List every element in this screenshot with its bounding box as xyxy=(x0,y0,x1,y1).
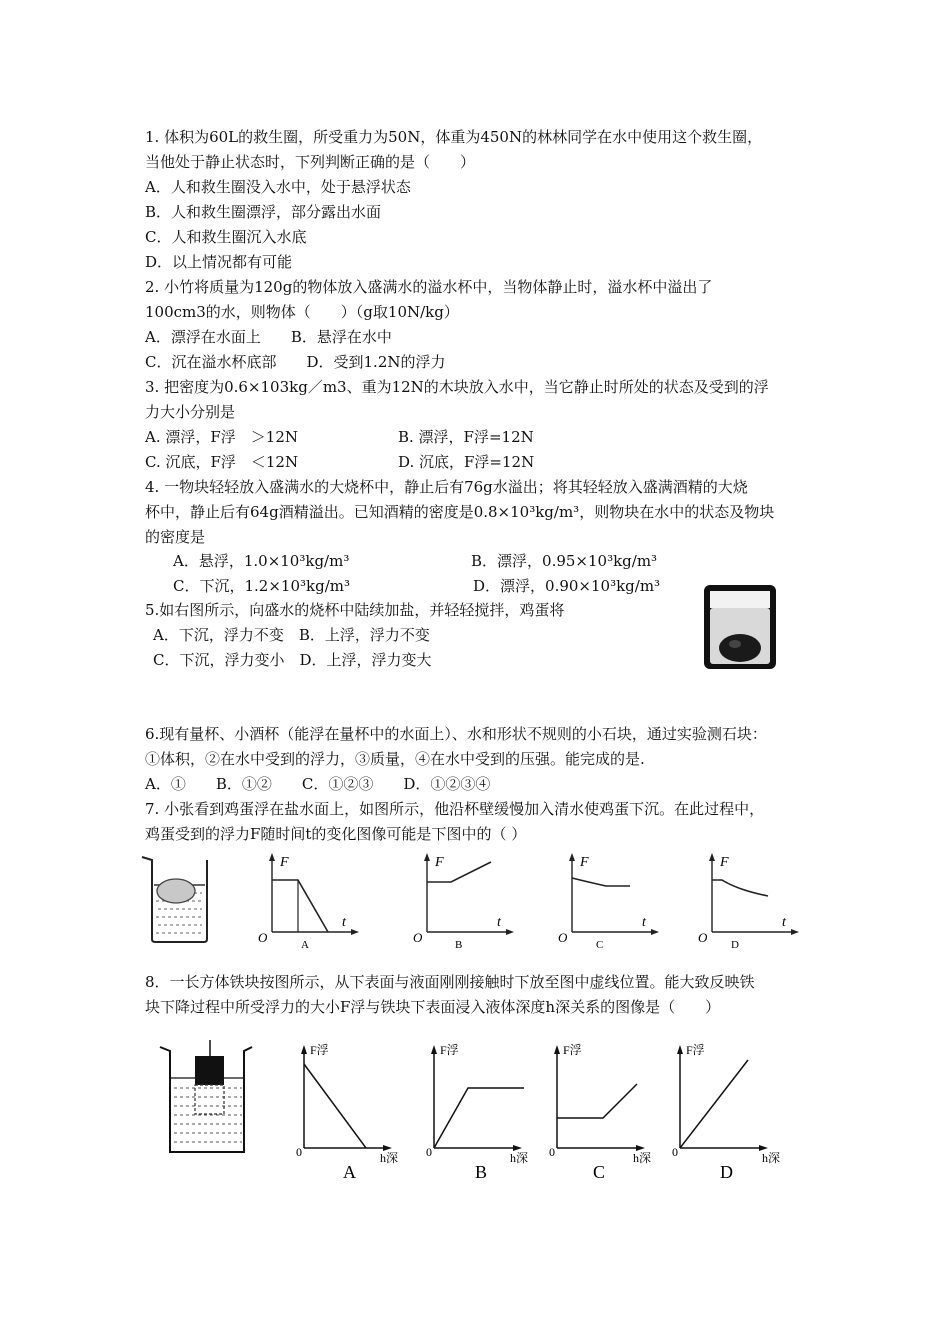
q8-stem-line2: 块下降过程中所受浮力的大小F浮与铁块下表面浸入液体深度h深关系的图像是（ ） xyxy=(145,998,721,1016)
q7-graph-c-origin: O xyxy=(558,930,568,945)
q5-beaker-egg-figure xyxy=(700,582,780,672)
q8-graph-a xyxy=(292,1040,400,1185)
q8-graph-a-y-label: F浮 xyxy=(310,1043,329,1057)
q3-stem-line2: 力大小分别是 xyxy=(145,403,236,421)
q3-option-b: B. 漂浮，F浮=12N xyxy=(398,428,534,446)
q3-option-a: A. 漂浮，F浮 ＞12N xyxy=(145,428,298,446)
q7-graph-a-y-label: F xyxy=(280,855,289,870)
q6-stem-line2: ①体积，②在水中受到的浮力，③质量，④在水中受到的压强。能完成的是. xyxy=(145,750,645,768)
q6-options: A．① B．①② C．①②③ D．①②③④ xyxy=(145,775,491,793)
q8-graph-d-y-label: F浮 xyxy=(686,1043,705,1057)
q7-graph-b-x-label: t xyxy=(497,915,501,930)
q6-stem-line1: 6.现有量杯、小酒杯（能浮在量杯中的水面上）、水和形状不规则的小石块，通过实验测石块： xyxy=(145,725,767,743)
q7-graph-c xyxy=(558,850,662,950)
q7-graph-c-y-label: F xyxy=(580,855,589,870)
q8-graph-a-label: A xyxy=(343,1162,356,1182)
q2-options-cd: C．沉在溢水杯底部 D．受到1.2N的浮力 xyxy=(145,353,446,371)
q7-graph-a xyxy=(258,850,362,950)
q1-option-c: C．人和救生圈沉入水底 xyxy=(145,228,307,246)
q7-graph-d-x-label: t xyxy=(782,915,786,930)
q8-beaker-block-figure xyxy=(158,1040,254,1158)
q8-graph-b-origin: 0 xyxy=(426,1145,432,1159)
q8-graph-d-origin: 0 xyxy=(672,1145,678,1159)
q4-stem-line1: 4. 一物块轻轻放入盛满水的大烧杯中，静止后有76g水溢出；将其轻轻放入盛满酒精的大烧 xyxy=(145,478,748,496)
q8-graph-c-label: C xyxy=(593,1162,606,1182)
q4-option-c: C．下沉，1.2×10³kg/m³ xyxy=(173,577,350,595)
q7-graph-d-label: D xyxy=(731,939,739,950)
q2-stem-line1: 2. 小竹将质量为120g的物体放入盛满水的溢水杯中，当物体静止时，溢水杯中溢出了 xyxy=(145,278,713,296)
q5-options-cd: C．下沉，浮力变小 D．上浮，浮力变大 xyxy=(153,651,432,669)
q7-graph-b-origin: O xyxy=(413,930,423,945)
q8-graph-c-x-label: h深 xyxy=(633,1151,652,1165)
q7-beaker-figure xyxy=(138,853,218,945)
q4-option-b: B．漂浮，0.95×10³kg/m³ xyxy=(471,552,658,570)
q8-graph-a-origin: 0 xyxy=(296,1145,302,1159)
q5-options-ab: A．下沉，浮力不变 B．上浮，浮力不变 xyxy=(153,626,430,644)
q3-option-d: D. 沉底，F浮=12N xyxy=(398,453,535,471)
q8-graph-c-origin: 0 xyxy=(549,1145,555,1159)
q7-graph-d-origin: O xyxy=(698,930,708,945)
q8-graph-a-x-label: h深 xyxy=(380,1151,399,1165)
q7-graph-a-x-label: t xyxy=(342,915,346,930)
q7-graph-d-y-label: F xyxy=(720,855,729,870)
q8-graph-d-label: D xyxy=(720,1162,733,1182)
q1-option-d: D．以上情况都有可能 xyxy=(145,253,293,271)
q8-graph-d-x-label: h深 xyxy=(762,1151,780,1165)
q8-graph-c xyxy=(545,1040,653,1185)
q4-option-a: A．悬浮，1.0×10³kg/m³ xyxy=(173,552,350,570)
q7-stem-line1: 7. 小张看到鸡蛋浮在盐水面上，如图所示，他沿杯壁缓慢加入清水使鸡蛋下沉。在此过程中， xyxy=(145,800,765,818)
q1-option-a: A．人和救生圈没入水中，处于悬浮状态 xyxy=(145,178,411,196)
q1-option-b: B．人和救生圈漂浮，部分露出水面 xyxy=(145,203,382,221)
q4-stem-line2: 杯中，静止后有64g酒精溢出。已知酒精的密度是0.8×10³kg/m³，则物块在水中的状态及物块 xyxy=(145,503,775,521)
q8-graph-b-x-label: h深 xyxy=(510,1151,529,1165)
q8-graph-b-y-label: F浮 xyxy=(440,1043,459,1057)
q1-stem-line2: 当他处于静止状态时，下列判断正确的是（ ） xyxy=(145,153,476,171)
q7-graph-a-origin: O xyxy=(258,930,268,945)
q8-stem-line1: 8．一长方体铁块按图所示，从下表面与液面刚刚接触时下放至图中虚线位置。能大致反映铁 xyxy=(145,973,755,991)
q7-graph-a-label: A xyxy=(301,939,309,950)
q8-graph-c-y-label: F浮 xyxy=(563,1043,582,1057)
q7-graph-d xyxy=(698,850,802,950)
q4-stem-line3: 的密度是 xyxy=(145,528,206,546)
q5-stem: 5.如右图所示，向盛水的烧杯中陆续加盐，并轻轻搅拌，鸡蛋将 xyxy=(145,601,565,619)
q7-graph-c-label: C xyxy=(596,939,604,950)
q7-graph-b xyxy=(413,850,517,950)
q3-stem-line1: 3. 把密度为0.6×103kg／m3、重为12N的木块放入水中，当它静止时所处的状态及受到的浮 xyxy=(145,378,769,396)
q2-stem-line2: 100cm3的水，则物体（ ）（g取10N/kg） xyxy=(145,303,459,321)
q7-graph-b-y-label: F xyxy=(435,855,444,870)
q8-graph-b xyxy=(422,1040,530,1185)
q7-graph-c-x-label: t xyxy=(642,915,646,930)
q2-options-ab: A．漂浮在水面上 B．悬浮在水中 xyxy=(145,328,392,346)
q7-graph-b-label: B xyxy=(455,939,463,950)
q4-option-d: D．漂浮，0.90×10³kg/m³ xyxy=(473,577,661,595)
q8-graph-d xyxy=(668,1040,780,1185)
q1-stem-line1: 1. 体积为60L的救生圈，所受重力为50N，体重为450N的林林同学在水中使用这个救生圈， xyxy=(145,128,763,146)
q3-option-c: C. 沉底，F浮 ＜12N xyxy=(145,453,299,471)
q8-graph-b-label: B xyxy=(475,1162,488,1182)
q7-stem-line2: 鸡蛋受到的浮力F随时间t的变化图像可能是下图中的（ ） xyxy=(145,825,527,843)
